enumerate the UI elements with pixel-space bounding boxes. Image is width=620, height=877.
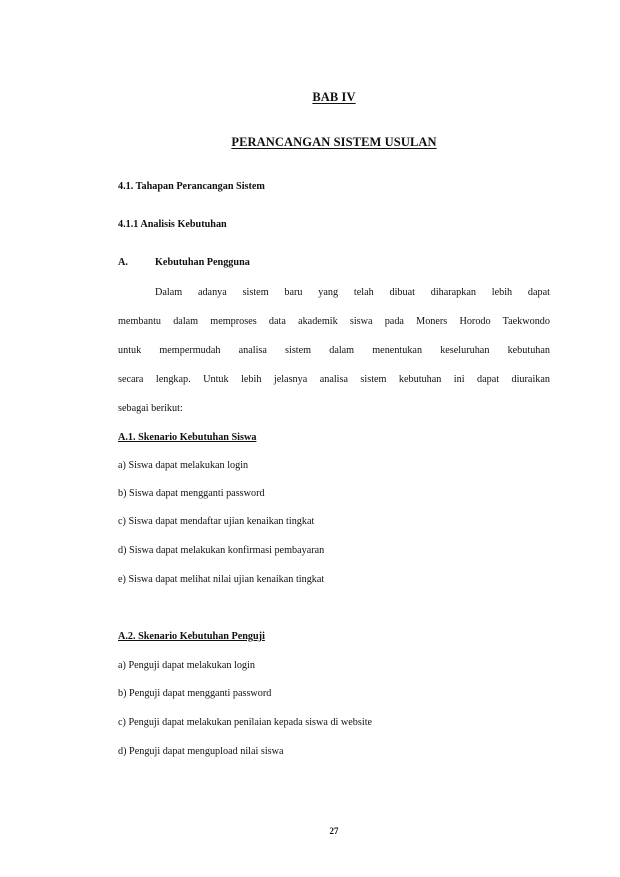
- scenario-penguji-heading: A.2. Skenario Kebutuhan Penguji: [118, 631, 265, 642]
- subsection-title: Kebutuhan Pengguna: [155, 257, 250, 268]
- chapter-number: BAB IV: [312, 90, 356, 104]
- page-number: 27: [329, 826, 339, 836]
- list-item: a) Siswa dapat melakukan login: [118, 460, 249, 471]
- paragraph-line: sebagai berikut:: [118, 403, 183, 414]
- list-item: d) Siswa dapat melakukan konfirmasi pembayaran: [118, 545, 325, 556]
- list-item: e) Siswa dapat melihat nilai ujian kenaikan tingkat: [118, 574, 325, 585]
- section-heading-4-1: 4.1. Tahapan Perancangan Sistem: [118, 181, 265, 192]
- section-heading-4-1-1: 4.1.1 Analisis Kebutuhan: [118, 219, 227, 230]
- list-item: a) Penguji dapat melakukan login: [118, 660, 255, 671]
- list-item: b) Siswa dapat mengganti password: [118, 488, 265, 499]
- paragraph-line: Dalam adanya sistem baru yang telah dibuat diharapkan lebih dapat: [155, 287, 550, 298]
- list-item: c) Siswa dapat mendaftar ujian kenaikan tingkat: [118, 516, 315, 527]
- list-item: b) Penguji dapat mengganti password: [118, 688, 272, 699]
- chapter-title: PERANCANGAN SISTEM USULAN: [231, 135, 437, 149]
- subsection-letter: A.: [118, 257, 128, 268]
- list-item: c) Penguji dapat melakukan penilaian kepada siswa di website: [118, 717, 373, 728]
- list-item: d) Penguji dapat mengupload nilai siswa: [118, 746, 284, 757]
- paragraph-line: untuk mempermudah analisa sistem dalam menentukan keseluruhan kebutuhan: [118, 345, 550, 356]
- scenario-siswa-heading: A.1. Skenario Kebutuhan Siswa: [118, 432, 257, 443]
- paragraph-line: secara lengkap. Untuk lebih jelasnya analisa sistem kebutuhan ini dapat diuraikan: [118, 374, 550, 385]
- paragraph-line: membantu dalam memproses data akademik siswa pada Moners Horodo Taekwondo: [118, 316, 550, 327]
